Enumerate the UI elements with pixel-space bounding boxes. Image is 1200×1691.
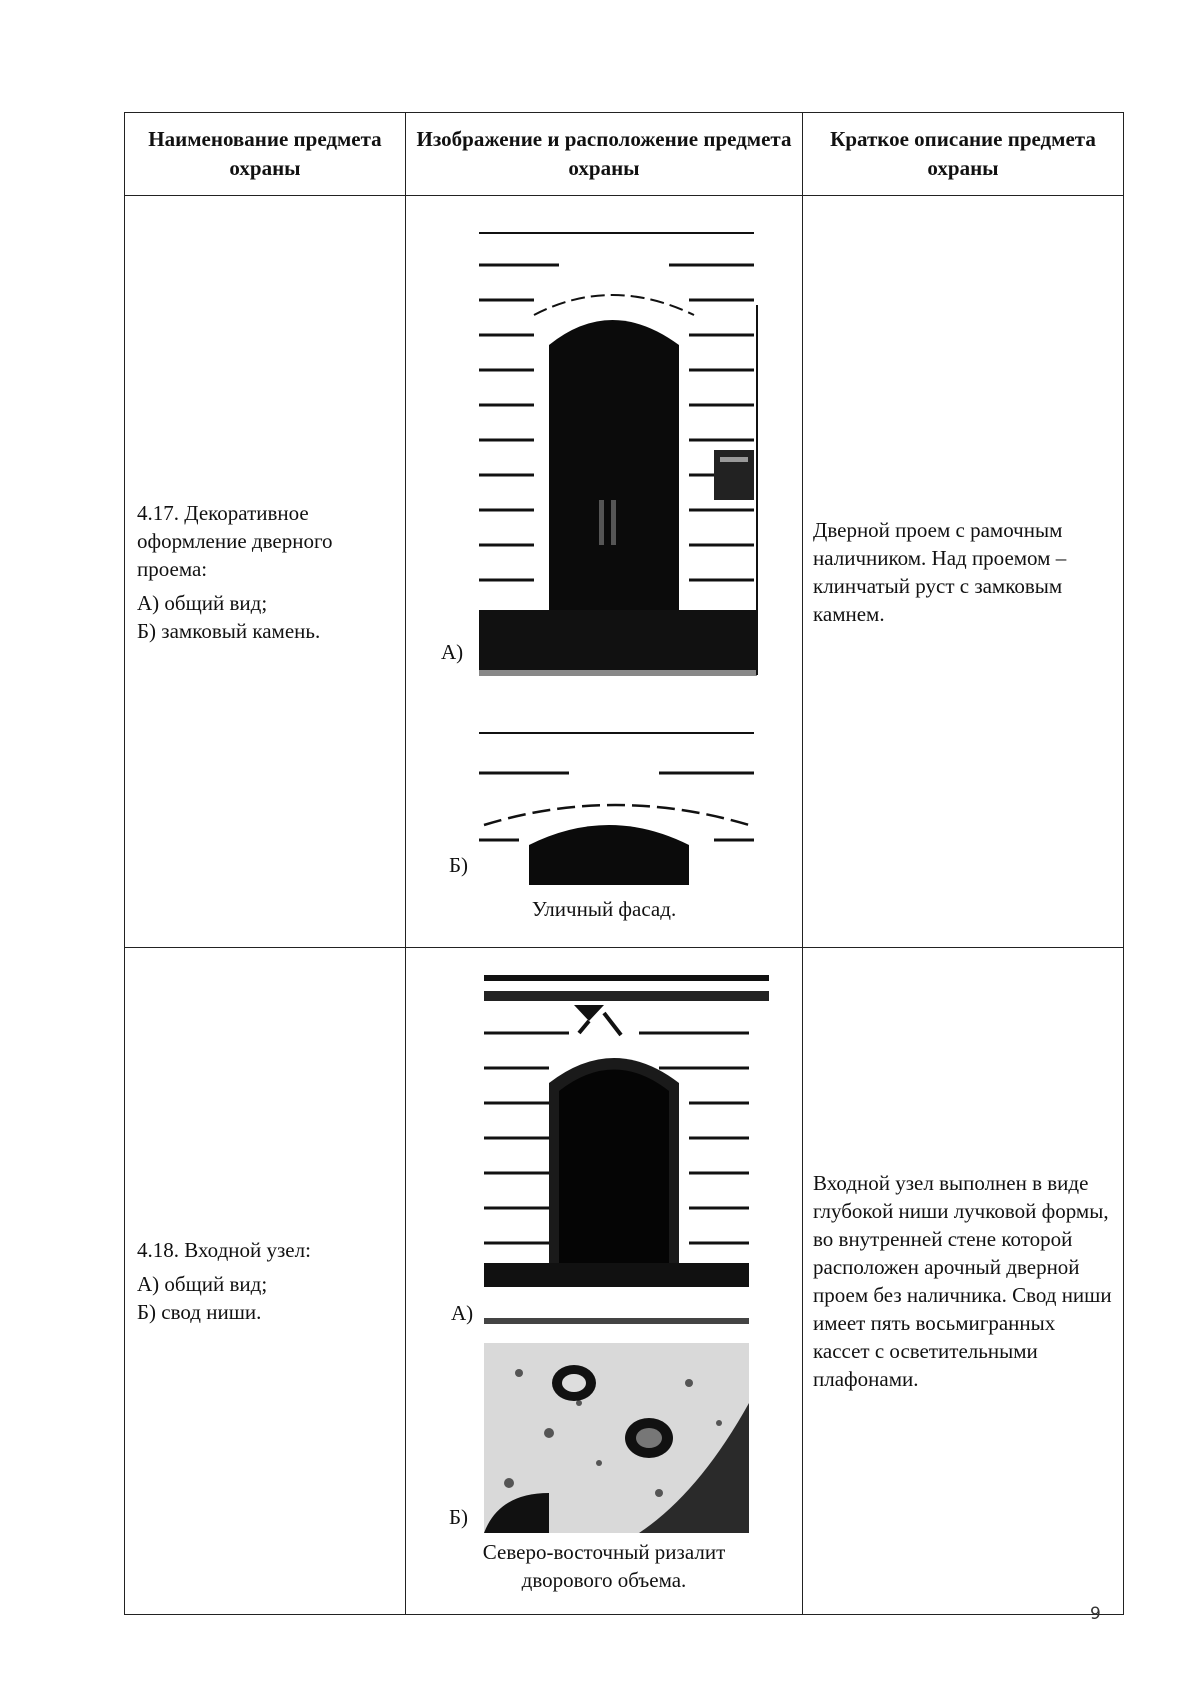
table-row [125, 196, 1124, 948]
photo-keystone [439, 725, 769, 895]
page-number: 9 [1090, 1604, 1101, 1624]
header-name: Наименование предмета охраны [125, 113, 406, 196]
item-subitem: А) общий вид; [137, 1272, 268, 1296]
image-caption: Северо-восточный ризалит дворового объема. [482, 1539, 726, 1592]
item-description-cell: Дверной проем с рамочным наличником. Над проемом – клинчатый руст с замковым камнем. [803, 196, 1124, 948]
item-image-cell [406, 196, 803, 948]
photo-niche-vault [439, 1343, 769, 1538]
protection-table [124, 112, 1124, 1615]
keystone-photo-image [439, 725, 769, 895]
table-row [125, 948, 1124, 1615]
item-image-cell [406, 948, 803, 1615]
image-label-b: Б) [449, 1504, 469, 1529]
photo-general-view [439, 225, 769, 725]
niche-vault-photo-image [439, 1343, 769, 1538]
image-caption: Уличный фасад. [531, 896, 677, 921]
table-header-row [125, 113, 1124, 196]
item-name-cell [125, 196, 406, 948]
item-description-cell: Входной узел выполнен в виде глубокой ниши лучковой формы, во внутренней стене которой расположен арочный дверной проем без наличника. Свод ниши имеет пять восьмигранных кассет с осветительными плафонами. [803, 948, 1124, 1615]
image-label-a: А) [451, 1300, 474, 1325]
item-subitem: Б) замковый камень. [137, 618, 321, 643]
item-title: 4.17. Декоративное оформление дверного проема: [137, 500, 333, 581]
entrance-photo-image [439, 973, 769, 1343]
image-label-b: Б) [449, 852, 469, 877]
item-subitem: Б) свод ниши. [137, 1300, 262, 1324]
item-name-cell [125, 948, 406, 1615]
header-description: Краткое описание предмета охраны [803, 113, 1124, 196]
item-subitem: А) общий вид; [137, 590, 268, 615]
image-label-a: А) [441, 639, 464, 664]
photo-entrance-general [439, 973, 769, 1343]
item-title: 4.18. Входной узел: [137, 1238, 311, 1262]
header-image: Изображение и расположение предмета охраны [406, 113, 803, 196]
doorway-photo-image [439, 225, 769, 725]
